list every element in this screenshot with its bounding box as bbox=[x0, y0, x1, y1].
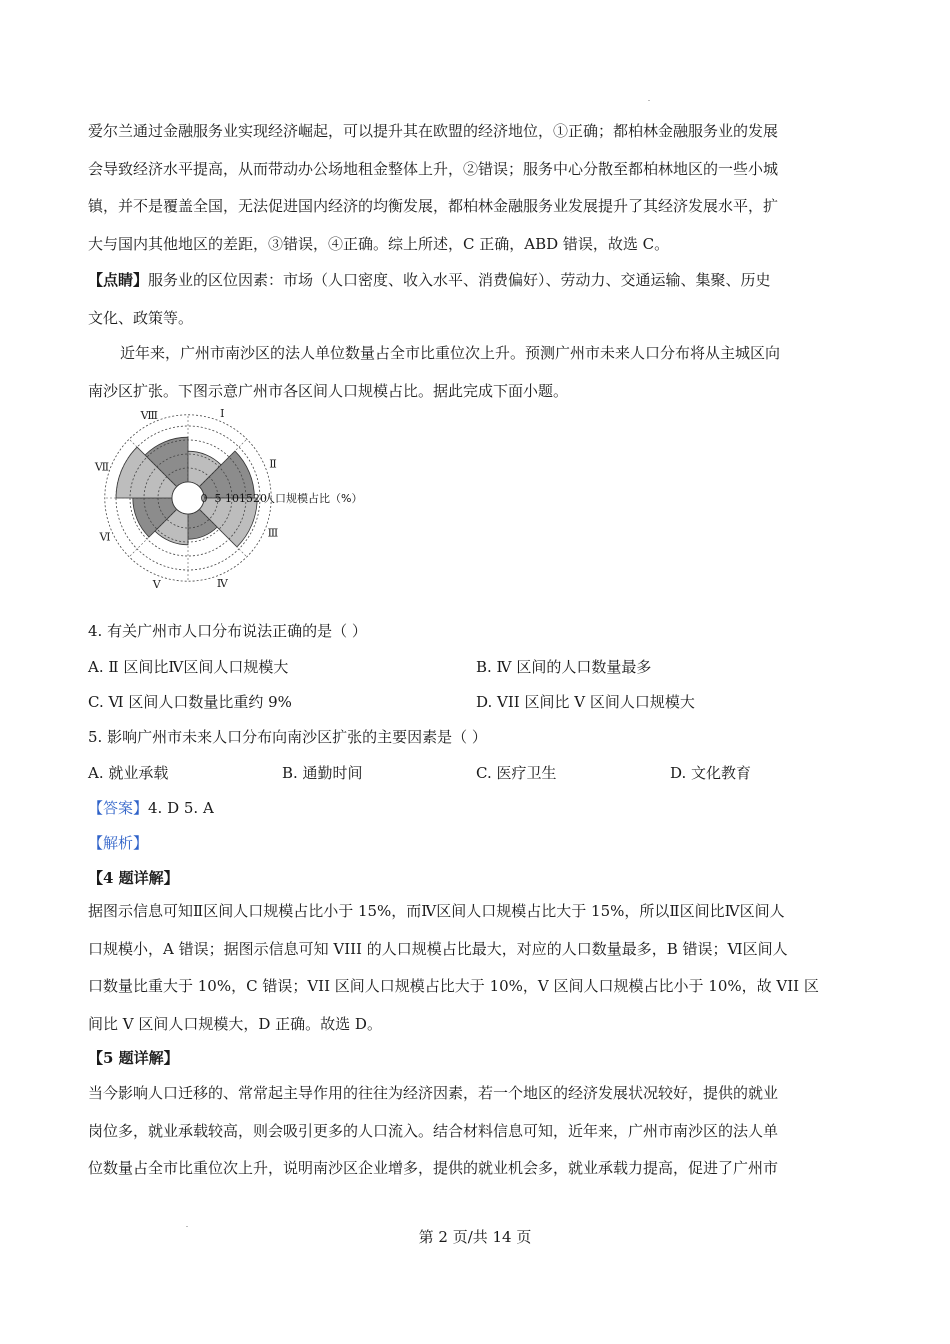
detail-line: 口数量比重大于 10%，C 错误；VII 区间人口规模占比大于 10%，V 区间人口规模占比小于 10%，故 VII 区 bbox=[88, 977, 819, 995]
rose-sector-label: Ⅲ bbox=[267, 526, 279, 540]
paragraph-line: 镇，并不是覆盖全国，无法促进国内经济的均衡发展，都柏林金融服务业发展提升了其经济发展水平，扩 bbox=[88, 197, 779, 215]
q4-option-a[interactable]: A. Ⅱ 区间比Ⅳ区间人口规模大 bbox=[88, 658, 289, 676]
q5-option-c[interactable]: C. 医疗卫生 bbox=[476, 764, 557, 782]
q5-option-a[interactable]: A. 就业承载 bbox=[88, 764, 169, 782]
rose-sector-label: Ⅶ bbox=[94, 460, 110, 474]
rose-chart-svg bbox=[94, 407, 400, 592]
answer-line bbox=[88, 797, 214, 819]
paragraph-line: 会导致经济水平提高，从而带动办公场地租金整体上升，②错误；服务中心分散至都柏林地区的一些小城 bbox=[88, 159, 779, 178]
rose-sector-label: Ⅴ bbox=[152, 578, 161, 592]
population-rose-chart bbox=[94, 407, 400, 592]
dianjing-line: 文化、政策等。 bbox=[88, 308, 194, 327]
scan-dot bbox=[648, 100, 650, 101]
rose-scale-tick: 0 bbox=[200, 492, 208, 505]
rose-sector-label: Ⅱ bbox=[269, 457, 277, 471]
top-paragraph bbox=[88, 113, 863, 263]
material-line: 近年来，广州市南沙区的法人单位数量占全市比重位次上升。预测广州市未来人口分布将从主城区向 bbox=[120, 344, 781, 362]
q4-option-c[interactable]: C. Ⅵ 区间人口数量比重约 9% bbox=[88, 693, 292, 711]
answer-text: 4. D 5. A bbox=[148, 799, 214, 817]
detail-line: 据图示信息可知Ⅱ区间人口规模占比小于 15%，而Ⅳ区间人口规模占比大于 15%，所以Ⅱ区间比Ⅳ区间人 bbox=[88, 902, 785, 920]
rose-scale-tick: 15 bbox=[239, 492, 253, 505]
paragraph-line: 爱尔兰通过金融服务业实现经济崛起，可以提升其在欧盟的经济地位，①正确；都柏林金融服务业的发展 bbox=[88, 122, 779, 140]
q4-option-d[interactable]: D. VII 区间比 V 区间人口规模大 bbox=[476, 693, 695, 711]
q5-detail-paragraph bbox=[88, 1075, 863, 1188]
rose-sector-label: Ⅵ bbox=[99, 530, 111, 544]
answer-tag: 【答案】 bbox=[88, 799, 149, 817]
rose-scale-tick: 20 bbox=[253, 492, 267, 505]
q5-option-b[interactable]: B. 通勤时间 bbox=[282, 764, 363, 782]
rose-sector-label: Ⅰ bbox=[220, 407, 225, 421]
detail-line: 位数量占全市比重位次上升，说明南沙区企业增多，提供的就业机会多，就业承载力提高，促进了广州市 bbox=[88, 1159, 779, 1177]
q5-detail-tag: 【5 题详解】 bbox=[88, 1049, 179, 1067]
rose-scale-tick: 5 bbox=[214, 492, 222, 505]
analysis-tag: 【解析】 bbox=[88, 834, 149, 852]
rose-sector-label: Ⅷ bbox=[140, 408, 158, 422]
page-number-footer: 第 2 页/共 14 页 bbox=[418, 1228, 532, 1246]
material-line: 南沙区扩张。下图示意广州市各区间人口规模占比。据此完成下面小题。 bbox=[88, 381, 569, 400]
rose-diagram bbox=[94, 407, 363, 591]
detail-line: 间比 V 区间人口规模大，D 正确。故选 D。 bbox=[88, 1014, 382, 1033]
dianjing-tag: 【点睛】 bbox=[88, 271, 149, 289]
detail-line: 岗位多，就业承载较高，则会吸引更多的人口流入。结合材料信息可知，近年来，广州市南沙区的法人单 bbox=[88, 1121, 779, 1140]
q4-detail-tag: 【4 题详解】 bbox=[88, 869, 179, 887]
rose-axis-title: 人口规模占比（%） bbox=[264, 492, 363, 505]
q4-stem: 4. 有关广州市人口分布说法正确的是（ ） bbox=[88, 622, 367, 640]
rose-center bbox=[172, 482, 204, 514]
detail-line: 当今影响人口迁移的、常常起主导作用的往往为经济因素，若一个地区的经济发展状况较好，提供的就业 bbox=[88, 1084, 779, 1102]
rose-scale-tick: 10 bbox=[225, 492, 239, 505]
dianjing-line: 服务业的区位因素：市场（人口密度、收入水平、消费偏好）、劳动力、交通运输、集聚、历史 bbox=[148, 271, 771, 289]
q5-option-d[interactable]: D. 文化教育 bbox=[670, 764, 752, 782]
q4-detail-paragraph bbox=[88, 893, 863, 1043]
detail-line: 口规模小，A 错误；据图示信息可知 VIII 的人口规模占比最大，对应的人口数量最多，B 错误；Ⅵ区间人 bbox=[88, 939, 788, 958]
q4-option-b[interactable]: B. Ⅳ 区间的人口数量最多 bbox=[476, 658, 652, 676]
rose-sector-label: Ⅳ bbox=[216, 576, 228, 590]
paragraph-line: 大与国内其他地区的差距，③错误，④正确。综上所述，C 正确，ABD 错误，故选 C。 bbox=[88, 234, 670, 253]
material-paragraph bbox=[88, 335, 863, 410]
dianjing-section bbox=[88, 262, 863, 337]
q5-stem: 5. 影响广州市未来人口分布向南沙区扩张的主要因素是（ ） bbox=[88, 728, 487, 746]
